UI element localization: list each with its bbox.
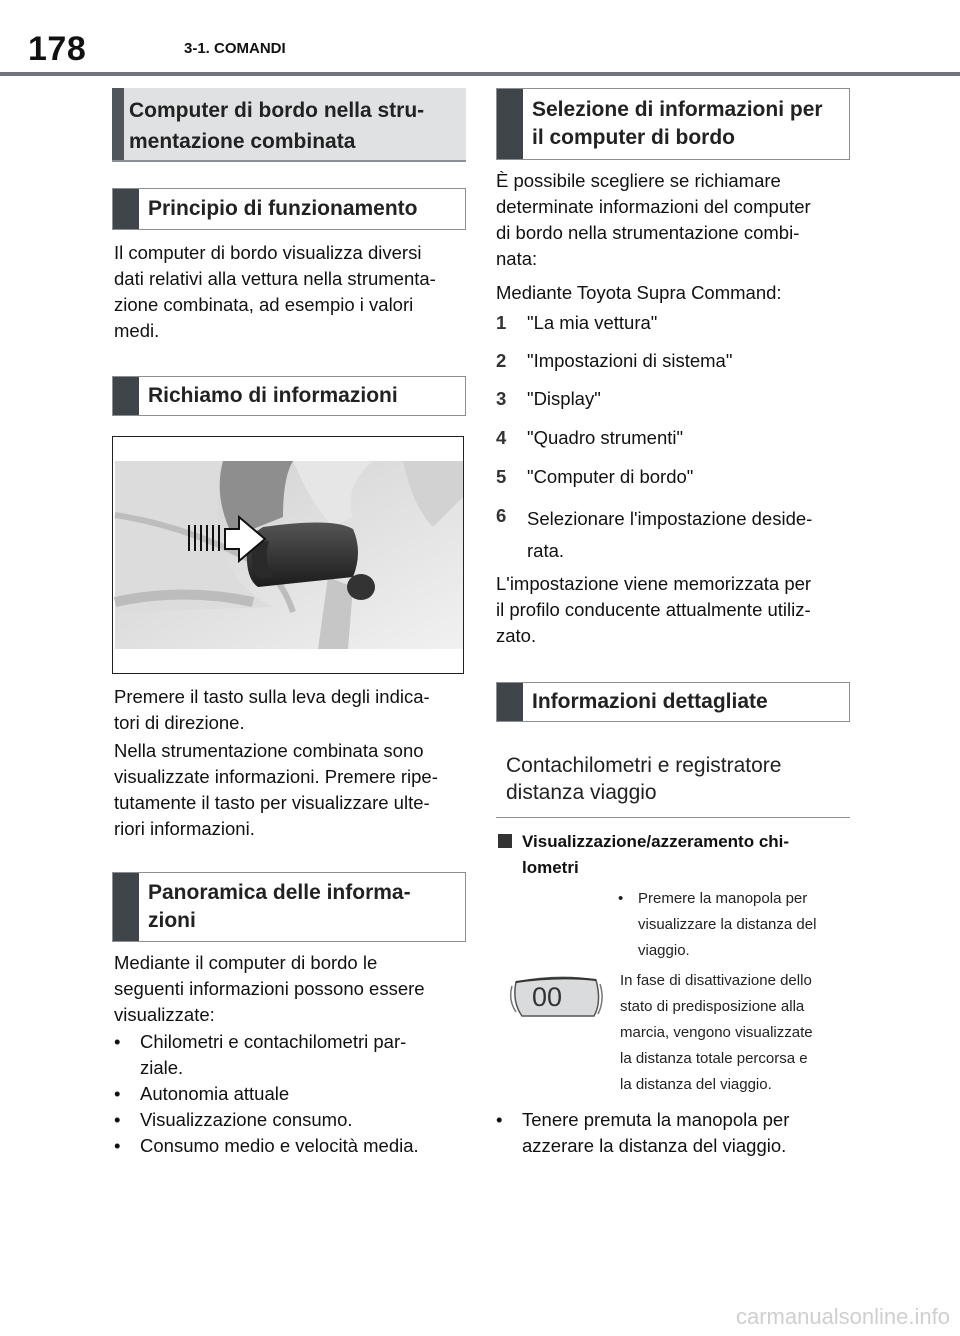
select-heading-box — [496, 88, 850, 160]
select-intro — [496, 168, 850, 272]
overview-heading-line: zioni — [148, 909, 196, 932]
step-label: "Quadro strumenti" — [527, 427, 684, 448]
heading-accent-bar — [113, 189, 139, 229]
display-text-line: Nella strumentazione combinata sono — [114, 740, 424, 761]
recall-heading: Richiamo di informazioni — [148, 384, 398, 407]
principle-text — [114, 240, 466, 344]
step-item — [496, 348, 850, 374]
principle-text-line: zione combinata, ad esempio i valori — [114, 294, 414, 315]
overview-intro-line: visualizzate: — [114, 1004, 215, 1025]
command-intro: Mediante Toyota Supra Command: — [496, 282, 782, 303]
turn-signal-lever-illustration — [112, 436, 464, 674]
display-text-line: tutamente il tasto per visualizzare ulte- — [114, 792, 430, 813]
reset-heading-text — [522, 829, 842, 881]
overview-bullet — [114, 1081, 466, 1107]
step-number: 6 — [496, 505, 507, 526]
overview-bullet — [114, 1107, 466, 1133]
step-item — [496, 464, 850, 490]
step-label: "Display" — [527, 388, 601, 409]
overview-heading-box — [112, 872, 466, 942]
bullet-dot: • — [114, 1109, 121, 1130]
deactivation-line: la distanza totale percorsa e — [620, 1050, 808, 1067]
step-item — [496, 310, 850, 336]
overview-intro-line: seguenti informazioni possono essere — [114, 978, 425, 999]
principle-heading-box — [112, 188, 466, 230]
step-label-line: Selezionare l'impostazione deside- — [527, 508, 813, 529]
main-title — [129, 95, 460, 157]
select-heading-line: il computer di bordo — [532, 126, 735, 149]
display-text-line: visualizzate informazioni. Premere ripe- — [114, 766, 438, 787]
press-instruction — [114, 684, 466, 736]
section-label: 3-1. COMANDI — [184, 40, 286, 57]
display-text — [114, 738, 466, 842]
page-header — [0, 0, 960, 78]
overview-bullet-text: Autonomia attuale — [140, 1083, 290, 1104]
square-bullet — [498, 834, 512, 848]
bullet-dot: • — [114, 1135, 121, 1156]
step-number: 1 — [496, 312, 507, 333]
title-accent-bar — [112, 88, 124, 160]
step-number: 3 — [496, 388, 507, 409]
main-title-line-2: mentazione combinata — [129, 130, 356, 153]
deactivation-line: In fase di disattivazione dello — [620, 972, 812, 989]
header-rule — [0, 72, 960, 76]
details-heading-box — [496, 682, 850, 722]
hold-bullet-line: Tenere premuta la manopola per — [522, 1109, 790, 1130]
odometer-heading — [496, 752, 850, 818]
principle-text-line: Il computer di bordo visualizza diversi — [114, 242, 422, 263]
knob-bullet-line: viaggio. — [638, 942, 690, 959]
overview-bullet-text: Consumo medio e velocità media. — [140, 1135, 419, 1156]
overview-heading — [148, 879, 459, 935]
bullet-dot: • — [496, 1109, 503, 1130]
deactivation-line: stato di predisposizione alla — [620, 998, 805, 1015]
reset-heading-line: lometri — [522, 858, 579, 877]
principle-text-line: dati relativi alla vettura nella strumenta- — [114, 268, 436, 289]
hold-bullet-line: azzerare la distanza del viaggio. — [522, 1135, 787, 1156]
overview-bullet-text: Visualizzazione consumo. — [140, 1109, 353, 1130]
overview-intro — [114, 950, 466, 1028]
heading-accent-bar — [113, 377, 139, 415]
recall-heading-box — [112, 376, 466, 416]
saved-text-line: il profilo conducente attualmente utiliz- — [496, 599, 811, 620]
deactivation-line: marcia, vengono visualizzate — [620, 1024, 813, 1041]
saved-text-line: L'impostazione viene memorizzata per — [496, 573, 812, 594]
step-item — [496, 386, 850, 412]
main-title-line-1: Computer di bordo nella stru- — [129, 99, 425, 122]
select-intro-line: determinate informazioni del computer — [496, 196, 811, 217]
principle-heading: Principio di funzionamento — [148, 197, 418, 220]
deactivation-line: la distanza del viaggio. — [620, 1076, 772, 1093]
step-label-line: rata. — [527, 540, 565, 561]
select-intro-line: È possibile scegliere se richiamare — [496, 170, 781, 191]
bullet-dot: • — [114, 1031, 121, 1052]
select-heading — [532, 96, 843, 152]
step-number: 2 — [496, 350, 507, 371]
display-text-line: riori informazioni. — [114, 818, 255, 839]
overview-heading-line: Panoramica delle informa- — [148, 881, 411, 904]
heading-accent-bar — [113, 873, 139, 941]
bullet-dot: • — [114, 1083, 121, 1104]
knob-label: 00 — [532, 982, 563, 1012]
heading-accent-bar — [497, 89, 523, 159]
knob-bullet-text — [638, 886, 852, 964]
press-instruction-line: Premere il tasto sulla leva degli indica- — [114, 686, 430, 707]
step-label: "Impostazioni di sistema" — [527, 350, 733, 371]
deactivation-text — [620, 968, 852, 1098]
hold-bullet-text — [522, 1107, 789, 1159]
select-heading-line: Selezione di informazioni per — [532, 98, 823, 121]
bullet-dot: • — [618, 890, 624, 907]
step-label — [527, 503, 847, 567]
overview-bullet-text — [140, 1029, 406, 1081]
overview-bullet-line: Chilometri e contachilometri par- — [140, 1031, 407, 1052]
press-instruction-line: tori di direzione. — [114, 712, 245, 733]
step-item — [496, 425, 850, 451]
overview-bullet — [114, 1029, 466, 1081]
step-number: 4 — [496, 427, 507, 448]
heading-accent-bar — [497, 683, 523, 721]
saved-text — [496, 571, 850, 649]
details-heading: Informazioni dettagliate — [532, 690, 768, 713]
trip-knob-icon — [508, 972, 604, 1022]
odometer-heading-line: distanza viaggio — [506, 781, 657, 804]
knob-bullet-line: visualizzare la distanza del — [638, 916, 817, 933]
select-intro-line: nata: — [496, 248, 538, 269]
page-number: 178 — [28, 30, 87, 68]
knob-bullet-line: Premere la manopola per — [638, 890, 808, 907]
overview-intro-line: Mediante il computer di bordo le — [114, 952, 378, 973]
odometer-heading-line: Contachilometri e registratore — [506, 754, 782, 777]
step-number: 5 — [496, 466, 507, 487]
saved-text-line: zato. — [496, 625, 537, 646]
overview-bullet — [114, 1133, 466, 1159]
watermark: carmanualsonline.info — [735, 1304, 950, 1329]
main-title-box — [112, 88, 466, 162]
step-item — [496, 503, 850, 567]
reset-heading-line: Visualizzazione/azzeramento chi- — [522, 832, 790, 851]
principle-text-line: medi. — [114, 320, 160, 341]
select-intro-line: di bordo nella strumentazione combi- — [496, 222, 800, 243]
lever-drawing — [113, 437, 464, 674]
reset-heading — [496, 829, 850, 881]
overview-bullet-line: ziale. — [140, 1057, 184, 1078]
hold-bullet — [496, 1107, 850, 1159]
step-label: "La mia vettura" — [527, 312, 658, 333]
step-label: "Computer di bordo" — [527, 466, 694, 487]
